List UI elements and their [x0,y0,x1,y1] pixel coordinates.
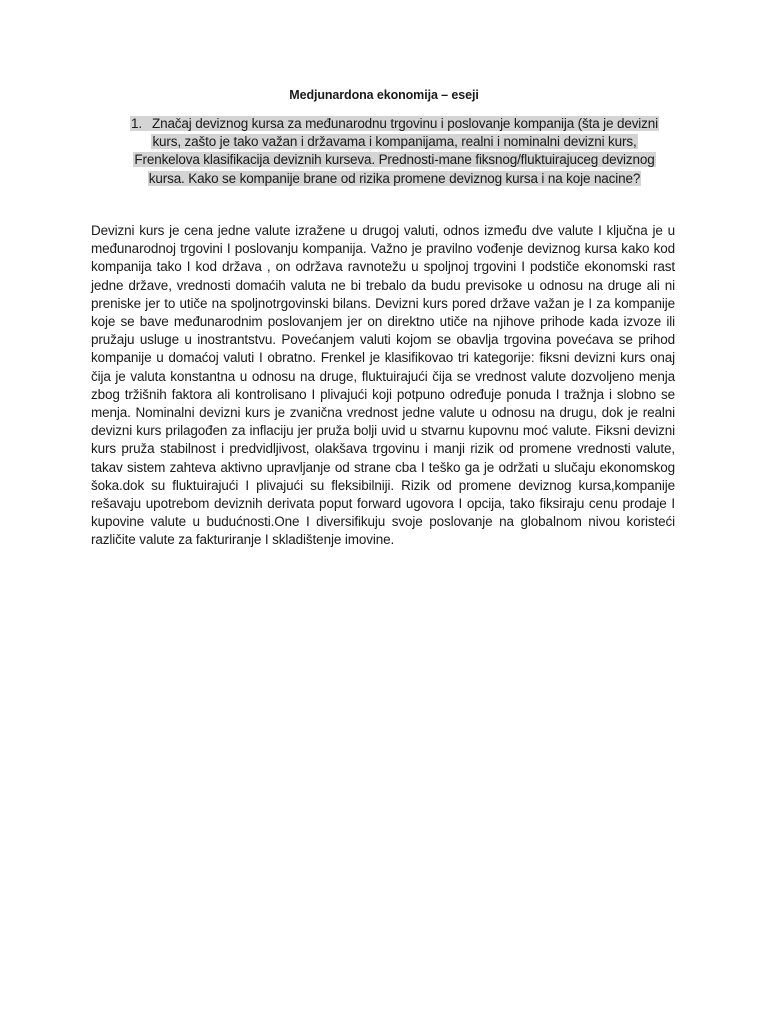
essay-answer [91,222,675,550]
question-text: Značaj deviznog kursa za međunarodnu trgovinu i poslovanje kompanija (šta je devizni kurs, zašto je tako važan i državama i kompanijama, realni i nominalni devizni kurs, Frenkelova klasifikacija deviznih kurseva. Prednosti-mane fiksnog/fluktuirajuceg deviznog kursa. Kako se kompanije brane od rizika promene deviznog kursa i na koje nacine? [134,116,658,186]
essay-question [122,115,667,188]
document-title: Medjunardona ekonomija – eseji [289,88,479,102]
question-number: 1. [131,116,142,131]
answer-paragraph: Devizni kurs je cena jedne valute izražene u drugoj valuti, odnos između dve valute I ključna je u međunarodnoj trgovini I poslovanju kompanija. Važno je pravilno vođenje deviznog kursa kako kod kompanija tako I kod država , on održava ravnotežu u spoljnoj trgovini I podstiče ekonomski rast jedne države, vrednosti domaćih valuta ne bi trebalo da budu previsoke u odnosu na druge ali ni preniske jer to utiče na spoljnotrgovinski bilans. Devizni kurs pored države važan je I za kompanije koje se bave međunarodnim poslovanjem jer on direktno utiče na njihove prihode kada izvoze ili pružaju usluge u inostrantstvu. Povećanjem valuti kojom se obavlja trgovina povećava se prihod kompanije u domaćoj valuti I obratno. Frenkel je klasifikovao tri kategorije: fiksni devizni kurs onaj čija je valuta konstantna u odnosu na druge, fluktuirajući čija se vrednost valute dozvoljeno menja zbog tržišnih faktora ali kontrolisano I plivajući koji potpuno određuje ponuda I tražnja i slobno se menja. Nominalni devizni kurs je zvanična vrednost jedne valute u odnosu na drugu, dok je realni devizni kurs prilagođen za inflaciju jer pruža bolji uvid u stvarnu kupovnu moć valute. Fiksni devizni kurs pruža stabilnost i predvidljivost, olakšava trgovinu i manji rizik od promene vrednosti valute, takav sistem zahteva aktivno upravljanje od strane cba I teško ga je održati u slučaju ekonomskog šoka.dok su fluktuirajući I plivajući su fleksibilniji. Rizik od promene deviznog kursa,kompanije rešavaju upotrebom deviznih derivata poput forward ugovora I opcija, tako fiksiraju cenu prodaje I kupovine valute u budućnosti.One I diversifikuju svoje poslovanje na globalnom nivou koristeći različite valute za fakturiranje I skladištenje imovine. [91,223,675,548]
question-highlight [130,116,659,186]
